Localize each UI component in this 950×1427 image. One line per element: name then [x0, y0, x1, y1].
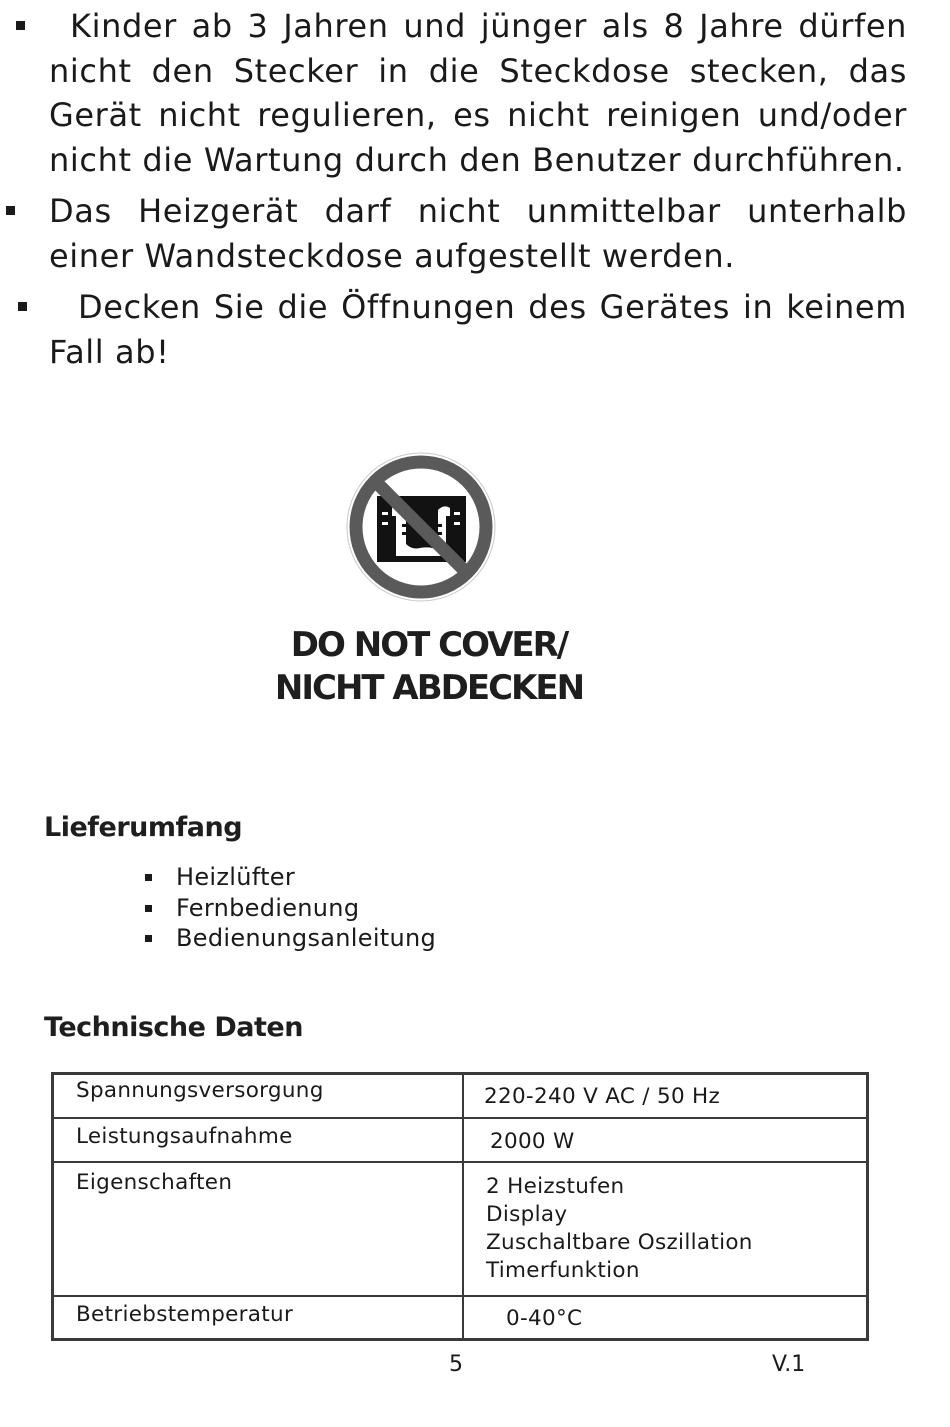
spec-value-line: 2 Heizstufen	[486, 1173, 625, 1199]
bullet-icon	[6, 206, 15, 215]
do-not-cover-prohibition-icon	[346, 452, 496, 602]
specs-table	[51, 1072, 869, 1341]
scope-list-item	[176, 862, 436, 893]
specs-heading: Technische Daten	[44, 1012, 303, 1043]
spec-value-line: Display	[486, 1201, 568, 1227]
table-row	[53, 1162, 868, 1296]
page-number: 5	[449, 1352, 463, 1377]
bullet-icon	[145, 905, 152, 912]
scope-list	[176, 862, 436, 954]
warning-line-english: DO NOT COVER/	[290, 625, 568, 665]
spec-value: 220-240 V AC / 50 Hz	[463, 1074, 868, 1118]
scope-item-text: Bedienungsanleitung	[176, 924, 437, 952]
spec-label: Eigenschaften	[53, 1162, 464, 1296]
spec-label: Betriebstemperatur	[53, 1296, 464, 1340]
version-label: V.1	[772, 1352, 806, 1377]
warning-line-german: NICHT ABDECKEN	[274, 668, 584, 708]
warning-label	[0, 624, 858, 710]
scope-list-item	[176, 923, 436, 954]
spec-value-list	[463, 1162, 868, 1296]
scope-item-text: Heizlüfter	[176, 863, 296, 891]
spec-value: 2000 W	[463, 1118, 868, 1162]
spec-value: 0-40°C	[463, 1296, 868, 1340]
scope-heading: Lieferumfang	[44, 812, 243, 843]
spec-label: Spannungsversorgung	[53, 1074, 464, 1118]
spec-value-line: Timerfunktion	[486, 1257, 640, 1283]
safety-bullet-item	[0, 285, 907, 374]
table-row	[53, 1118, 868, 1162]
bullet-icon	[18, 302, 27, 311]
table-row	[53, 1296, 868, 1340]
scope-item-text: Fernbedienung	[176, 893, 360, 922]
spec-label: Leistungsaufnahme	[53, 1118, 464, 1162]
safety-bullet-text: Kinder ab 3 Jahren und jünger als 8 Jahre dürfen nicht den Stecker in die Steckdose stecken, das Gerät nicht regulieren, es nicht reinigen und/oder nicht die Wartung durch den Benutzer durchführen.	[49, 7, 907, 179]
bullet-icon	[145, 935, 152, 942]
spec-value-line: Zuschaltbare Oszillation	[486, 1229, 753, 1255]
table-row	[53, 1074, 868, 1118]
safety-bullet-text: Das Heizgerät darf nicht unmittelbar unterhalb einer Wandsteckdose aufgestellt werden.	[49, 192, 907, 275]
bullet-icon	[145, 874, 152, 881]
safety-bullet-item	[0, 4, 907, 182]
safety-bullet-item	[0, 189, 907, 278]
safety-bullet-text: Decken Sie die Öffnungen des Gerätes in keinem Fall ab!	[49, 288, 907, 371]
bullet-icon	[16, 21, 25, 30]
safety-bullet-list	[0, 4, 950, 374]
scope-list-item	[176, 893, 436, 924]
